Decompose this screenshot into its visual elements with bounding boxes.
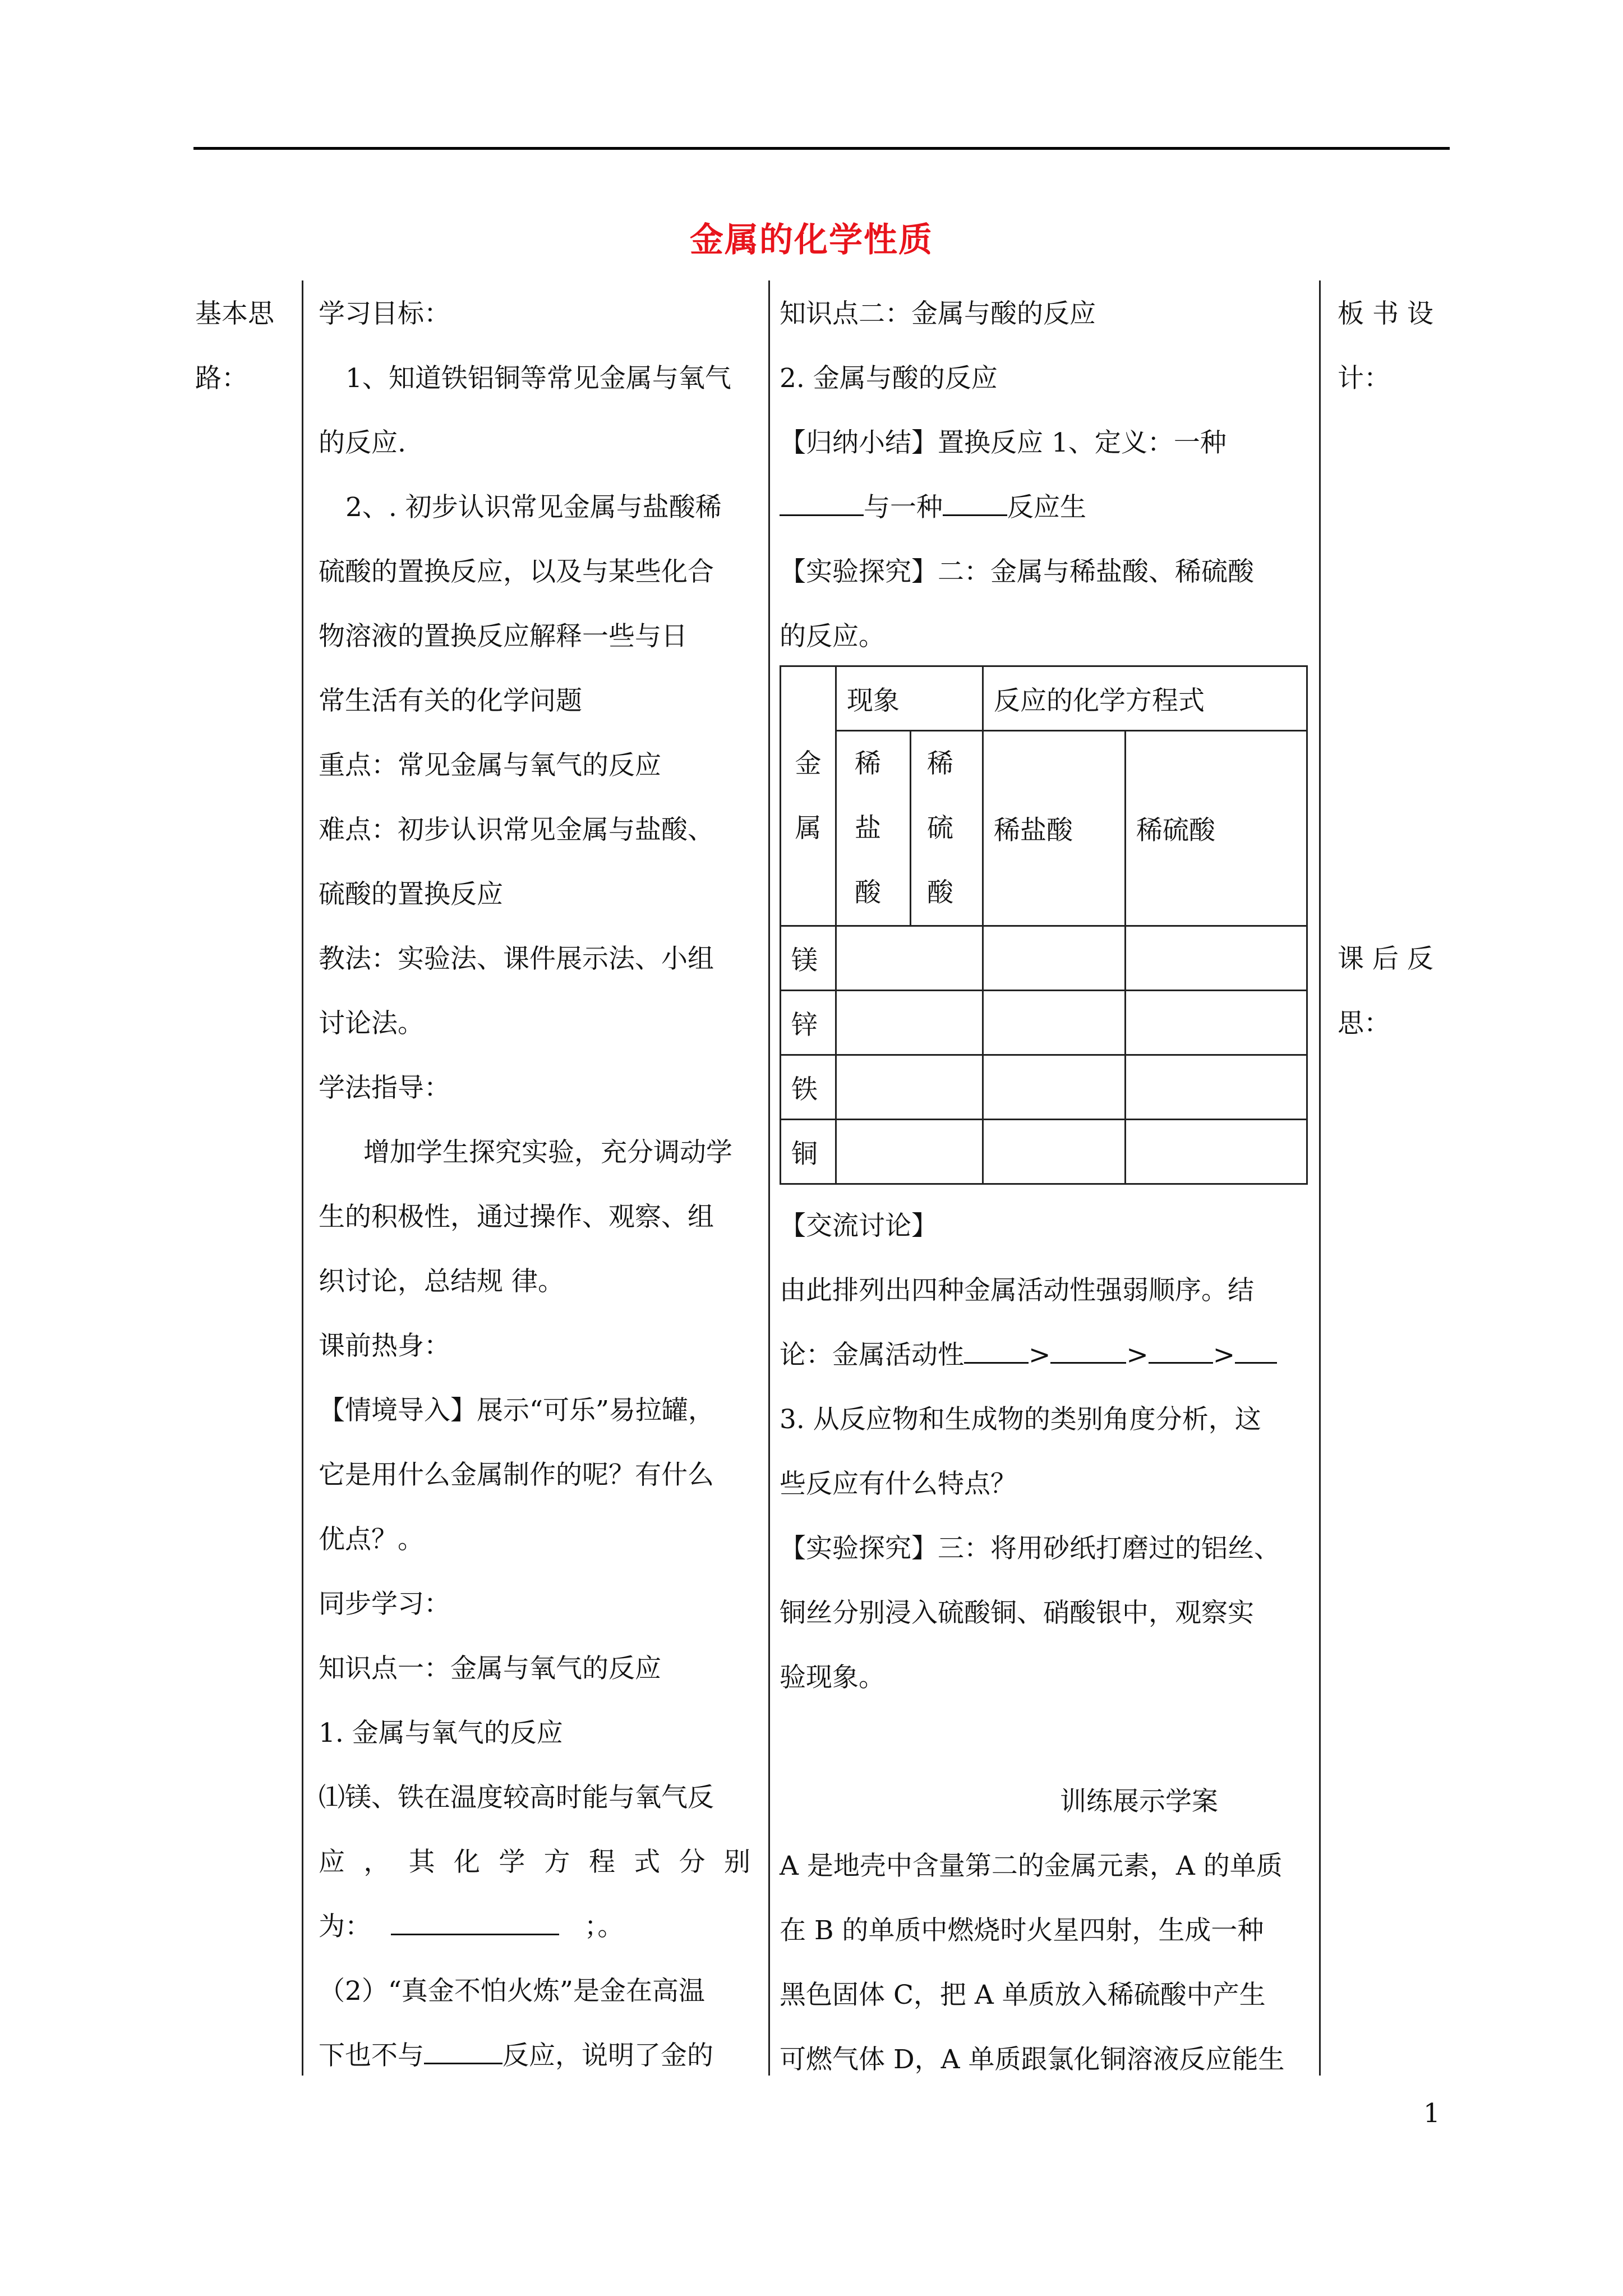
activity-blank-1[interactable] — [964, 1340, 1029, 1364]
h2so4-equation-header: 稀硫酸 — [1126, 731, 1307, 926]
fill-prefix: 为： — [319, 1911, 371, 1942]
objectives-heading: 学习目标： — [319, 298, 450, 329]
definition-blank-1[interactable] — [780, 492, 864, 516]
metal-oxygen-heading: 1. 金属与氧气的反应 — [319, 1718, 563, 1749]
char: 化 — [453, 1847, 480, 1878]
reflection-label: 课 后 反 — [1338, 944, 1433, 974]
metal-acid-table — [780, 665, 1308, 1185]
basic-idea-label-2: 路： — [195, 363, 248, 394]
discussion-heading: 【交流讨论】 — [780, 1211, 938, 1241]
equation-fill-line — [319, 1894, 756, 1959]
greater-than: > — [1212, 1340, 1235, 1370]
char: 稀 — [855, 748, 881, 779]
study-guide-line: 生的积极性，通过操作、观察、组 — [319, 1202, 714, 1232]
def-b: 反应生 — [1007, 492, 1086, 523]
column-divider-1 — [302, 280, 303, 2076]
h2so4-equation-cell[interactable] — [1126, 991, 1307, 1055]
hcl-phenomenon-header — [836, 731, 911, 926]
warmup-heading: 课前热身： — [319, 1331, 450, 1361]
char: 硫 — [927, 813, 953, 844]
gold-blank[interactable] — [424, 2040, 502, 2064]
basic-idea-column — [195, 282, 274, 411]
char: ， — [363, 1847, 390, 1878]
char: 其 — [408, 1847, 435, 1878]
gold-post: 反应，说明了金的 — [502, 2040, 713, 2071]
metal-header-char: 属 — [795, 813, 822, 844]
activity-blank-4[interactable] — [1235, 1340, 1277, 1364]
fill-suffix: ；。 — [584, 1911, 624, 1942]
gold-pre: 下也不与 — [319, 2040, 424, 2071]
h2so4-equation-cell[interactable] — [1126, 1120, 1307, 1184]
metal-row-label: 镁 — [781, 926, 836, 991]
gold-question-fill — [319, 2023, 756, 2088]
metal-header-char: 金 — [795, 748, 822, 779]
header-rule — [193, 147, 1450, 150]
question-line-justified — [319, 1830, 750, 1894]
objective-line: 硫酸的置换反应，以及与某些化合 — [319, 556, 714, 587]
hcl-equation-header: 稀盐酸 — [983, 731, 1126, 926]
hcl-equation-cell[interactable] — [983, 991, 1126, 1055]
metal-acid-heading: 2. 金属与酸的反应 — [780, 363, 998, 394]
char: 酸 — [927, 877, 953, 908]
activity-blank-3[interactable] — [1149, 1340, 1213, 1364]
column-divider-2 — [768, 280, 770, 2076]
discussion-line: 由此排列出四种金属活动性强弱顺序。结 — [780, 1275, 1254, 1306]
experiment-2-line: 的反应。 — [780, 621, 885, 652]
metal-header-cell — [781, 666, 836, 926]
reflection-label-2: 思： — [1338, 1008, 1390, 1039]
experiment-3-line: 铜丝分别浸入硫酸铜、硝酸银中，观察实 — [780, 1598, 1254, 1628]
activity-order-line — [780, 1323, 1308, 1387]
def-a: 与一种 — [864, 492, 943, 523]
training-line: 黑色固体 C，把 A 单质放入稀硫酸中产生 — [780, 1980, 1266, 2010]
acid-column-top — [780, 282, 1308, 669]
experiment-2-line: 【实验探究】二：金属与稀盐酸、稀硫酸 — [780, 556, 1254, 587]
objective-line: 的反应. — [319, 427, 406, 458]
column-divider-3 — [1319, 280, 1321, 2076]
acid-column-bottom — [780, 1194, 1308, 1710]
summary-line: 【归纳小结】置换反应 1、定义：一种 — [780, 427, 1227, 458]
metal-row-label: 铜 — [781, 1120, 836, 1184]
phenomenon-header: 现象 — [836, 666, 983, 731]
difficulty: 难点：初步认识常见金属与盐酸、 — [319, 815, 714, 845]
phenomenon-cell[interactable] — [836, 1120, 983, 1184]
hcl-equation-cell[interactable] — [983, 1120, 1126, 1184]
metal-row-label: 铁 — [781, 1055, 836, 1120]
question-3-line: 3. 从反应物和生成物的类别角度分析，这 — [780, 1404, 1261, 1435]
sync-learning-heading: 同步学习： — [319, 1589, 450, 1619]
objectives-column — [319, 282, 756, 2088]
char: 方 — [543, 1847, 570, 1878]
knowledge-point-2: 知识点二：金属与酸的反应 — [780, 298, 1096, 329]
char: 应 — [319, 1847, 345, 1878]
training-title: 训练展示学案 — [1060, 1786, 1218, 1817]
experiment-3-line: 验现象。 — [780, 1662, 885, 1693]
char: 盐 — [855, 813, 881, 844]
phenomenon-cell[interactable] — [836, 1055, 983, 1120]
h2so4-equation-cell[interactable] — [1126, 926, 1307, 991]
objective-line: 2、. 初步认识常见金属与盐酸稀 — [345, 492, 722, 523]
study-guide-line: 增加学生探究实验，充分调动学 — [363, 1137, 732, 1168]
training-line: A 是地壳中含量第二的金属元素，A 的单质 — [780, 1851, 1283, 1881]
training-line: 在 B 的单质中燃烧时火星四射，生成一种 — [780, 1915, 1264, 1946]
phenomenon-cell[interactable] — [836, 926, 983, 991]
key-point: 重点：常见金属与氧气的反应 — [319, 750, 661, 781]
char: 程 — [588, 1847, 615, 1878]
board-design-section — [1338, 282, 1433, 411]
activity-blank-2[interactable] — [1050, 1340, 1126, 1364]
question-line: ⑴镁、铁在温度较高时能与氧气反 — [319, 1782, 714, 1813]
scenario-line: 【情境导入】展示“可乐”易拉罐， — [319, 1395, 715, 1426]
knowledge-point-1: 知识点一：金属与氧气的反应 — [319, 1653, 661, 1684]
phenomenon-cell[interactable] — [836, 991, 983, 1055]
activity-prefix: 论：金属活动性 — [780, 1340, 964, 1370]
hcl-equation-cell[interactable] — [983, 926, 1126, 991]
objective-line: 1、知道铁铝铜等常见金属与氧气 — [345, 363, 731, 394]
definition-fill-line — [780, 475, 1308, 540]
teaching-method-cont: 讨论法。 — [319, 1008, 424, 1039]
char: 稀 — [927, 748, 953, 779]
char: 式 — [634, 1847, 661, 1878]
char: 学 — [499, 1847, 525, 1878]
page-title: 金属的化学性质 — [690, 220, 933, 260]
objective-line: 物溶液的置换反应解释一些与日 — [319, 621, 688, 652]
char: 酸 — [855, 877, 881, 908]
hcl-equation-cell[interactable] — [983, 1055, 1126, 1120]
definition-blank-2[interactable] — [943, 492, 1007, 516]
training-line: 可燃气体 D，A 单质跟氯化铜溶液反应能生 — [780, 2044, 1285, 2075]
basic-idea-label-1: 基本思 — [195, 298, 274, 329]
equation-blank[interactable] — [391, 1911, 559, 1935]
greater-than: > — [1126, 1340, 1149, 1370]
study-guide-line: 织讨论，总结规 律。 — [319, 1266, 564, 1297]
objective-line: 常生活有关的化学问题 — [319, 685, 582, 716]
metal-row-label: 锌 — [781, 991, 836, 1055]
char: 别 — [723, 1847, 750, 1878]
h2so4-equation-cell[interactable] — [1126, 1055, 1307, 1120]
page-number: 1 — [1423, 2098, 1440, 2129]
scenario-line: 它是用什么金属制作的呢？有什么 — [319, 1460, 714, 1490]
difficulty-cont: 硫酸的置换反应 — [319, 879, 503, 910]
study-guide-heading: 学法指导： — [319, 1073, 450, 1103]
reflection-section — [1338, 927, 1433, 1056]
board-design-label-2: 计： — [1338, 363, 1390, 394]
teaching-method: 教法：实验法、课件展示法、小组 — [319, 944, 714, 974]
char: 分 — [679, 1847, 706, 1878]
question-3-line: 些反应有什么特点？ — [780, 1469, 1017, 1499]
board-design-label: 板 书 设 — [1338, 298, 1433, 329]
experiment-3-line: 【实验探究】三：将用砂纸打磨过的铝丝、 — [780, 1533, 1280, 1564]
gold-question-line: （2）“真金不怕火炼”是金在高温 — [319, 1976, 705, 2007]
equation-header: 反应的化学方程式 — [983, 666, 1307, 731]
training-section — [780, 1769, 1308, 2092]
greater-than: > — [1029, 1340, 1051, 1370]
scenario-line: 优点？。 — [319, 1524, 424, 1555]
h2so4-phenomenon-header — [911, 731, 983, 926]
